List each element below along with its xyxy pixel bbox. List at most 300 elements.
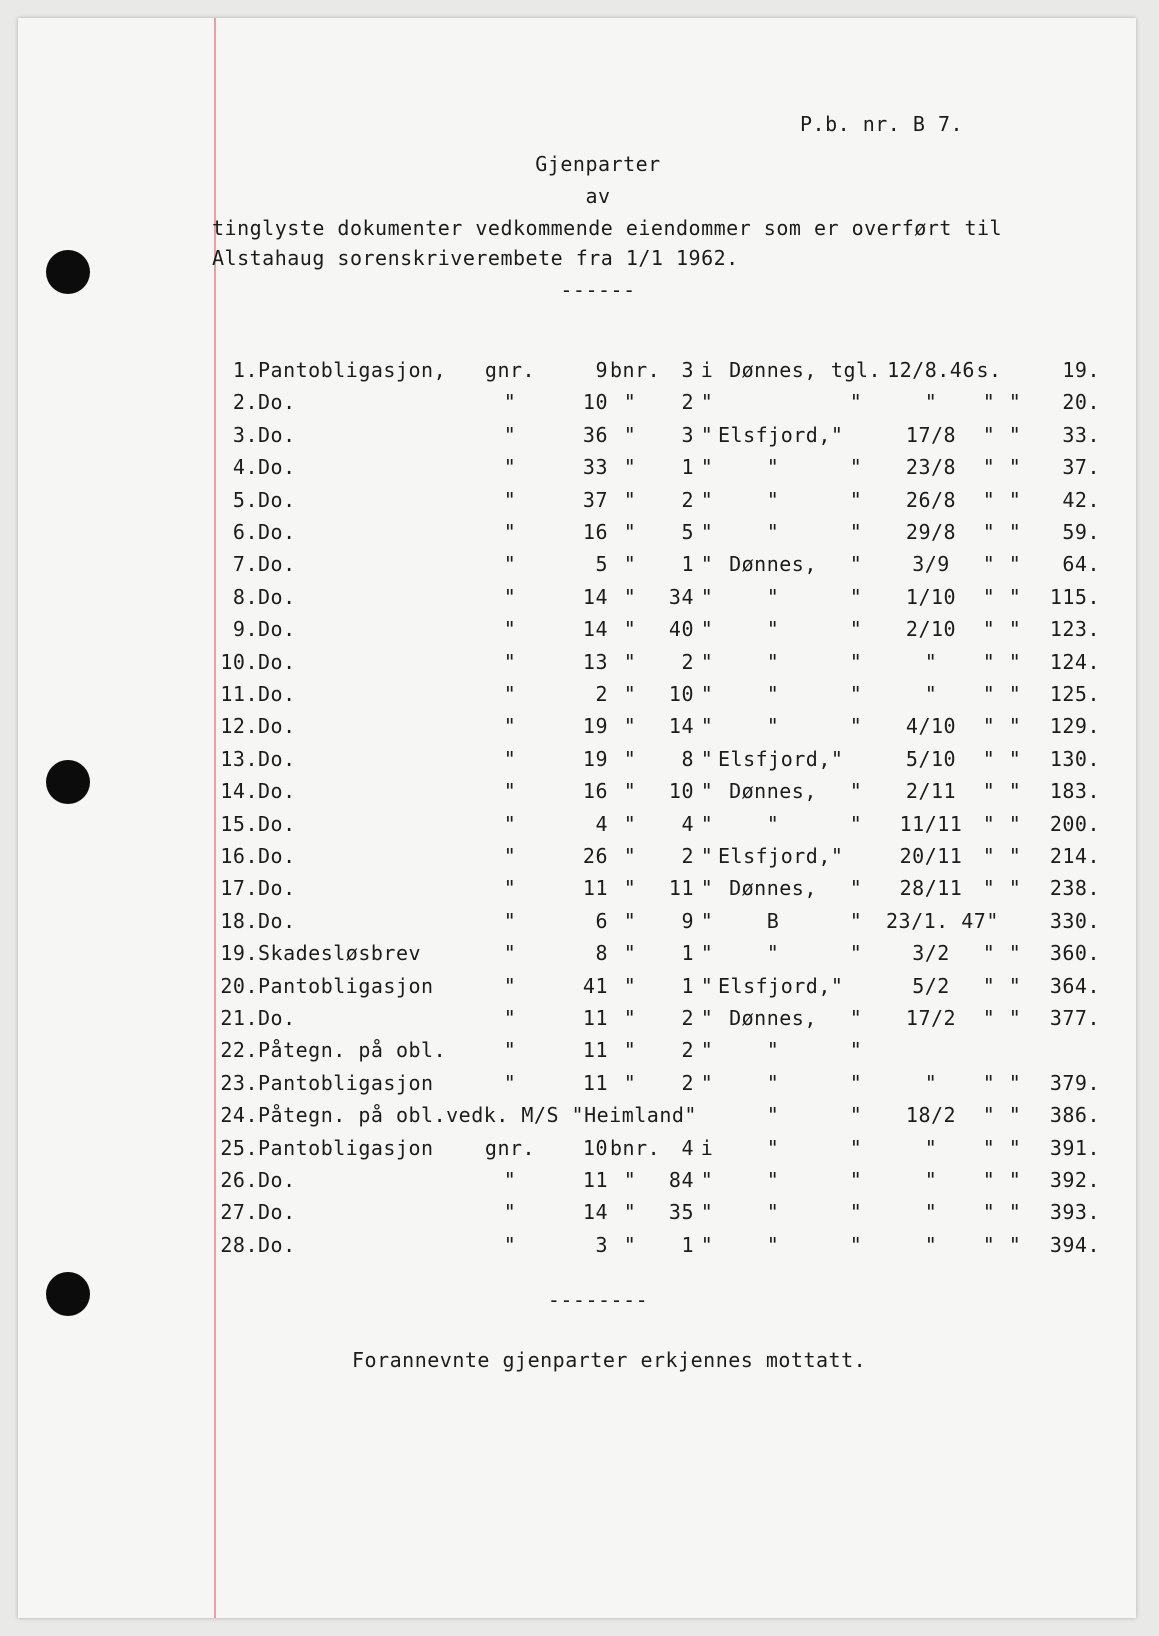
entry-tgl: " (849, 714, 863, 739)
entry-date: 2/10 (905, 617, 957, 642)
entry-document: Do. (258, 455, 296, 480)
entry-tgl: " (849, 649, 863, 674)
entry-s-mark-1: " (982, 682, 996, 706)
entry-s-mark-2: " (1008, 552, 1022, 577)
entry-date: 1/10 (905, 584, 957, 609)
entry-gnr-value: 41 (582, 973, 608, 998)
entry-bnr-label: " (623, 552, 637, 577)
entry-s-mark-1: " (982, 941, 996, 966)
entry-in: " (700, 876, 714, 901)
entry-place: " (766, 1038, 780, 1063)
entry-in: " (700, 390, 714, 415)
title-connector: av (585, 184, 611, 208)
entry-gnr-value: 8 (595, 941, 608, 966)
entry-bnr-value: 1 (681, 552, 694, 577)
entry-s-mark-1: " (982, 1070, 996, 1095)
entry-s-mark-1: " (982, 520, 996, 544)
table-row (18, 488, 1136, 518)
entry-page: 20. (1062, 390, 1100, 415)
entry-in: " (700, 908, 714, 933)
entry-document: Do. (258, 1006, 296, 1030)
entry-gnr-value: 11 (582, 1070, 608, 1095)
entry-gnr-value: 19 (582, 746, 608, 771)
table-row (18, 1038, 1136, 1068)
entry-document: Do. (258, 746, 296, 771)
entry-number: 14. (220, 779, 258, 804)
table-row (18, 1103, 1136, 1133)
entry-bnr-value: 3 (681, 422, 694, 447)
entry-gnr-label: " (503, 552, 517, 577)
entry-number: 7. (232, 552, 258, 577)
entry-page: 183. (1049, 779, 1100, 804)
entry-document: Do. (258, 1168, 296, 1192)
entry-bnr-label: " (623, 844, 637, 868)
entry-page: 200. (1049, 811, 1100, 836)
entry-page: 42. (1062, 487, 1100, 512)
entry-bnr-label: " (623, 714, 637, 739)
entry-number: 11. (220, 682, 258, 706)
entry-s-mark-2: " (1008, 779, 1022, 804)
entry-gnr-value: 16 (582, 520, 608, 544)
entry-s-mark-1: " (982, 487, 996, 512)
entry-place: " (766, 1232, 780, 1257)
entry-number: 13. (220, 746, 258, 771)
entry-gnr-value: 26 (582, 844, 608, 868)
entry-in: " (700, 1006, 714, 1030)
entry-gnr-value: 36 (582, 422, 608, 447)
entry-place: " (766, 1200, 780, 1225)
entry-tgl: " (849, 455, 863, 480)
entry-gnr-label: " (503, 1200, 517, 1225)
entry-gnr-value: 3 (595, 1232, 608, 1257)
entry-s-mark-1: " (982, 584, 996, 609)
entry-number: 18. (220, 908, 258, 933)
entry-document: Do. (258, 552, 296, 577)
entry-page: 238. (1049, 876, 1100, 901)
entry-s-mark-1: s. (976, 358, 1002, 382)
entry-bnr-value: 2 (681, 649, 694, 674)
entry-s-mark-2: " (1008, 1070, 1022, 1095)
entry-in: " (700, 1070, 714, 1095)
entry-bnr-label: " (623, 1168, 637, 1192)
entry-bnr-value: 40 (668, 617, 694, 642)
entry-page: 19. (1062, 358, 1100, 382)
entry-bnr-value: 2 (681, 1070, 694, 1095)
entry-gnr-value: 13 (582, 649, 608, 674)
entry-bnr-value: 4 (681, 1135, 694, 1160)
entry-bnr-label: " (623, 1070, 637, 1095)
entry-gnr-value: 11 (582, 1168, 608, 1192)
entry-gnr-label: " (503, 682, 517, 706)
entry-place: " (766, 1168, 780, 1192)
entry-in: " (700, 422, 714, 447)
entry-in: " (700, 1038, 714, 1063)
entry-gnr-label: " (503, 422, 517, 447)
entry-page: 64. (1062, 552, 1100, 577)
document-page (18, 18, 1136, 1618)
entry-s-mark-2: " (1008, 455, 1022, 480)
entry-date: 5/2 (912, 973, 950, 998)
entry-document: Pantobligasjon, (258, 358, 447, 382)
entry-page: 394. (1049, 1232, 1100, 1257)
entry-place: " (766, 1103, 780, 1128)
entry-tgl: " (849, 1038, 863, 1063)
entry-bnr-label: " (623, 487, 637, 512)
entry-bnr-value: 11 (668, 876, 694, 901)
entry-s-mark-2: " (1008, 1103, 1022, 1128)
page-title: Gjenparter (535, 152, 661, 176)
entry-number: 21. (220, 1006, 258, 1030)
entry-date: 3/2 (912, 941, 950, 966)
entry-page: 37. (1062, 455, 1100, 480)
entry-page: 360. (1049, 941, 1100, 966)
entry-gnr-label: " (503, 1006, 517, 1030)
entry-gnr-label: " (503, 941, 517, 966)
entry-tgl: " (849, 520, 863, 544)
entry-bnr-value: 84 (668, 1168, 694, 1192)
entry-in: " (700, 649, 714, 674)
table-row (18, 876, 1136, 906)
entry-gnr-value: 33 (582, 455, 608, 480)
table-row (18, 974, 1136, 1004)
entry-gnr-value: 6 (595, 908, 608, 933)
entry-page: 130. (1049, 746, 1100, 771)
entry-gnr-value: 37 (582, 487, 608, 512)
entry-gnr-value: 5 (595, 552, 608, 577)
entry-date: 28/11 (899, 876, 963, 901)
entry-page: 124. (1049, 649, 1100, 674)
entry-document: Do. (258, 876, 296, 901)
entry-document: Do. (258, 779, 296, 804)
entry-date: " (924, 1070, 938, 1095)
entry-bnr-label: " (623, 520, 637, 544)
entry-place: Dønnes, (729, 1006, 817, 1030)
table-row (18, 682, 1136, 712)
entry-document: Skadesløsbrev (258, 941, 422, 966)
entry-document: Do. (258, 682, 296, 706)
entry-page: 33. (1062, 422, 1100, 447)
entry-gnr-value: 9 (595, 358, 608, 382)
table-row (18, 779, 1136, 809)
entry-place: B (766, 908, 780, 933)
entry-bnr-value: 10 (668, 779, 694, 804)
entry-s-mark-2: " (1008, 1168, 1022, 1192)
entry-place: " (766, 584, 780, 609)
entry-page: 393. (1049, 1200, 1100, 1225)
entry-s-mark-2: " (1008, 617, 1022, 642)
entry-number: 10. (220, 649, 258, 674)
entry-s-mark-1: " (982, 422, 996, 447)
table-row (18, 650, 1136, 680)
entry-tgl: " (849, 682, 863, 706)
entry-s-mark-2: " (1008, 1232, 1022, 1257)
entry-place: " (766, 617, 780, 642)
entry-s-mark-1: " (982, 649, 996, 674)
entry-tgl: " (849, 1135, 863, 1160)
entry-gnr-label: " (503, 714, 517, 739)
entry-date: 17/8 (905, 422, 957, 447)
entry-tgl: " (849, 1168, 863, 1192)
table-row (18, 423, 1136, 453)
entry-page: 125. (1049, 682, 1100, 706)
entry-bnr-label: bnr. (610, 1135, 661, 1160)
entry-number: 17. (220, 876, 258, 901)
entry-document: Do. (258, 1232, 296, 1257)
entry-tgl: " (849, 487, 863, 512)
entry-s-mark-2: " (1008, 1200, 1022, 1225)
entry-bnr-value: 2 (681, 390, 694, 415)
entry-s-mark-2: " (1008, 811, 1022, 836)
entry-tgl: " (849, 617, 863, 642)
entry-s-mark-2: " (1008, 844, 1022, 868)
entry-place: " (766, 487, 780, 512)
entry-date: 23/1. 47" (886, 908, 999, 933)
entry-place: " (766, 1070, 780, 1095)
entry-bnr-label: " (623, 649, 637, 674)
entry-date: 4/10 (905, 714, 957, 739)
entry-s-mark-2: " (1008, 973, 1022, 998)
entry-gnr-value: 11 (582, 1006, 608, 1030)
table-row (18, 358, 1136, 388)
entry-date: 12/8.46 (887, 358, 975, 382)
entry-bnr-label: " (623, 682, 637, 706)
entry-tgl: " (849, 811, 863, 836)
entry-s-mark-1: " (982, 714, 996, 739)
table-row (18, 714, 1136, 744)
entry-bnr-label: " (623, 390, 637, 415)
entry-bnr-value: 9 (681, 908, 694, 933)
entry-date: " (924, 682, 938, 706)
entry-number: 25. (220, 1135, 258, 1160)
entry-bnr-value: 1 (681, 941, 694, 966)
entry-in: i (700, 1135, 714, 1160)
entry-bnr-label: " (623, 1038, 637, 1063)
entry-gnr-label: " (503, 1168, 517, 1192)
entry-gnr-label: " (503, 649, 517, 674)
entry-place: " (766, 682, 780, 706)
entry-bnr-label: " (623, 746, 637, 771)
entry-gnr-value: 11 (582, 876, 608, 901)
closing-statement: Forannevnte gjenparter erkjennes mottatt. (352, 1348, 867, 1372)
entry-page: 123. (1049, 617, 1100, 642)
entry-document: Påtegn. på obl.vedk. M/S "Heimland" (258, 1103, 697, 1128)
entry-number: 27. (220, 1200, 258, 1225)
entry-page: 214. (1049, 844, 1100, 868)
entry-in: " (700, 779, 714, 804)
entry-place: Dønnes, (729, 358, 817, 382)
entry-date: 29/8 (905, 520, 957, 544)
entry-in: " (700, 617, 714, 642)
entry-date: 5/10 (905, 746, 957, 771)
entry-bnr-value: 1 (681, 455, 694, 480)
entry-gnr-label: " (503, 811, 517, 836)
entry-s-mark-1: " (982, 455, 996, 480)
entry-number: 20. (220, 973, 258, 998)
entry-s-mark-2: " (1008, 746, 1022, 771)
entry-tgl: " (849, 390, 863, 415)
entry-date: 2/11 (905, 779, 957, 804)
entry-gnr-label: " (503, 746, 517, 771)
entry-gnr-value: 10 (582, 390, 608, 415)
entry-number: 8. (232, 584, 258, 609)
entry-place: " (766, 455, 780, 480)
entry-bnr-label: " (623, 584, 637, 609)
entry-bnr-value: 8 (681, 746, 694, 771)
table-row (18, 585, 1136, 615)
entry-s-mark-2: " (1008, 1135, 1022, 1160)
entry-bnr-label: " (623, 811, 637, 836)
entry-document: Do. (258, 649, 296, 674)
table-row (18, 617, 1136, 647)
entry-place: Elsfjord," (718, 422, 844, 447)
entry-date: 11/11 (899, 811, 963, 836)
entry-s-mark-1: " (982, 1168, 996, 1192)
entry-document: Do. (258, 422, 296, 447)
entry-gnr-label: " (503, 584, 517, 609)
entry-gnr-label: " (503, 1232, 517, 1257)
divider-top: ------ (560, 278, 636, 302)
entry-bnr-value: 1 (681, 1232, 694, 1257)
entry-s-mark-1: " (982, 876, 996, 901)
entry-s-mark-2: " (1008, 649, 1022, 674)
entry-date: " (924, 1232, 938, 1257)
entry-page: 364. (1049, 973, 1100, 998)
entry-place: " (766, 520, 780, 544)
entry-gnr-value: 14 (582, 617, 608, 642)
entry-in: " (700, 487, 714, 512)
entry-s-mark-2: " (1008, 520, 1022, 544)
entry-page: 330. (1049, 908, 1100, 933)
entry-bnr-value: 1 (681, 973, 694, 998)
entry-in: " (700, 746, 714, 771)
entry-gnr-value: 19 (582, 714, 608, 739)
entry-bnr-value: 14 (668, 714, 694, 739)
entry-s-mark-2: " (1008, 1006, 1022, 1030)
entry-bnr-label: " (623, 973, 637, 998)
entry-in: " (700, 811, 714, 836)
entry-s-mark-1: " (982, 1135, 996, 1160)
entry-bnr-value: 2 (681, 1006, 694, 1030)
entry-tgl: " (849, 552, 863, 577)
entry-tgl: " (849, 1006, 863, 1030)
entry-s-mark-2: " (1008, 584, 1022, 609)
entry-s-mark-1: " (982, 1232, 996, 1257)
entry-bnr-label: " (623, 617, 637, 642)
entry-s-mark-1: " (982, 617, 996, 642)
entry-place: Dønnes, (729, 552, 817, 577)
entry-tgl: " (849, 1200, 863, 1225)
entry-gnr-value: 4 (595, 811, 608, 836)
entry-number: 5. (232, 487, 258, 512)
entry-bnr-label: " (623, 779, 637, 804)
entry-gnr-label: " (503, 908, 517, 933)
entry-document: Pantobligasjon (258, 1135, 434, 1160)
entry-number: 26. (220, 1168, 258, 1192)
entry-in: " (700, 520, 714, 544)
entry-date: 20/11 (899, 844, 963, 868)
entry-in: " (700, 1232, 714, 1257)
entry-date: " (924, 1135, 938, 1160)
entry-number: 3. (232, 422, 258, 447)
entry-number: 28. (220, 1232, 258, 1257)
entry-tgl: " (849, 941, 863, 966)
entry-document: Do. (258, 520, 296, 544)
intro-line-1: tinglyste dokumenter vedkommende eiendommer som er overført til (212, 216, 1003, 240)
entry-bnr-label: " (623, 908, 637, 933)
table-row (18, 844, 1136, 874)
entry-tgl: " (849, 876, 863, 901)
table-row (18, 747, 1136, 777)
entry-date: " (924, 1168, 938, 1192)
entry-place: " (766, 811, 780, 836)
entry-s-mark-1: " (982, 1200, 996, 1225)
entry-bnr-value: 35 (668, 1200, 694, 1225)
entry-document: Do. (258, 908, 296, 933)
entry-in: " (700, 584, 714, 609)
entry-date: " (924, 649, 938, 674)
entry-gnr-label: " (503, 844, 517, 868)
entry-gnr-label: gnr. (484, 358, 536, 382)
entry-tgl: tgl. (830, 358, 882, 382)
table-row (18, 552, 1136, 582)
entry-in: " (700, 844, 714, 868)
entry-place: " (766, 941, 780, 966)
entry-document: Do. (258, 844, 296, 868)
entry-gnr-label: gnr. (484, 1135, 536, 1160)
table-row (18, 1006, 1136, 1036)
entry-s-mark-2: " (1008, 487, 1022, 512)
entry-date: " (924, 390, 938, 415)
table-row (18, 909, 1136, 939)
entry-s-mark-1: " (982, 811, 996, 836)
table-row (18, 941, 1136, 971)
entry-page: 115. (1049, 584, 1100, 609)
entry-document: Do. (258, 617, 296, 642)
entry-in: " (700, 973, 714, 998)
entry-date: " (924, 1200, 938, 1225)
entry-document: Do. (258, 714, 296, 739)
entry-place: " (766, 1135, 780, 1160)
entry-number: 19. (220, 941, 258, 966)
entry-s-mark-1: " (982, 746, 996, 771)
entry-document: Pantobligasjon (258, 973, 434, 998)
entry-number: 16. (220, 844, 258, 868)
entry-bnr-value: 3 (681, 358, 694, 382)
entry-place: Elsfjord," (718, 746, 844, 771)
entry-date: 23/8 (905, 455, 957, 480)
entry-document: Do. (258, 584, 296, 609)
entry-s-mark-1: " (982, 1103, 996, 1128)
entry-place: " (766, 649, 780, 674)
entry-gnr-value: 14 (582, 584, 608, 609)
entry-bnr-value: 2 (681, 487, 694, 512)
entry-s-mark-2: " (1008, 714, 1022, 739)
entry-gnr-label: " (503, 390, 517, 415)
entry-document: Do. (258, 811, 296, 836)
entry-tgl: " (849, 584, 863, 609)
entry-page: 129. (1049, 714, 1100, 739)
entry-in: " (700, 714, 714, 739)
table-row (18, 812, 1136, 842)
entry-number: 15. (220, 811, 258, 836)
entry-bnr-value: 2 (681, 1038, 694, 1063)
entry-tgl: " (849, 1070, 863, 1095)
entry-gnr-value: 10 (582, 1135, 608, 1160)
entry-place: Dønnes, (729, 876, 817, 901)
entry-s-mark-1: " (982, 552, 996, 577)
table-row (18, 520, 1136, 550)
entry-bnr-label: " (623, 422, 637, 447)
